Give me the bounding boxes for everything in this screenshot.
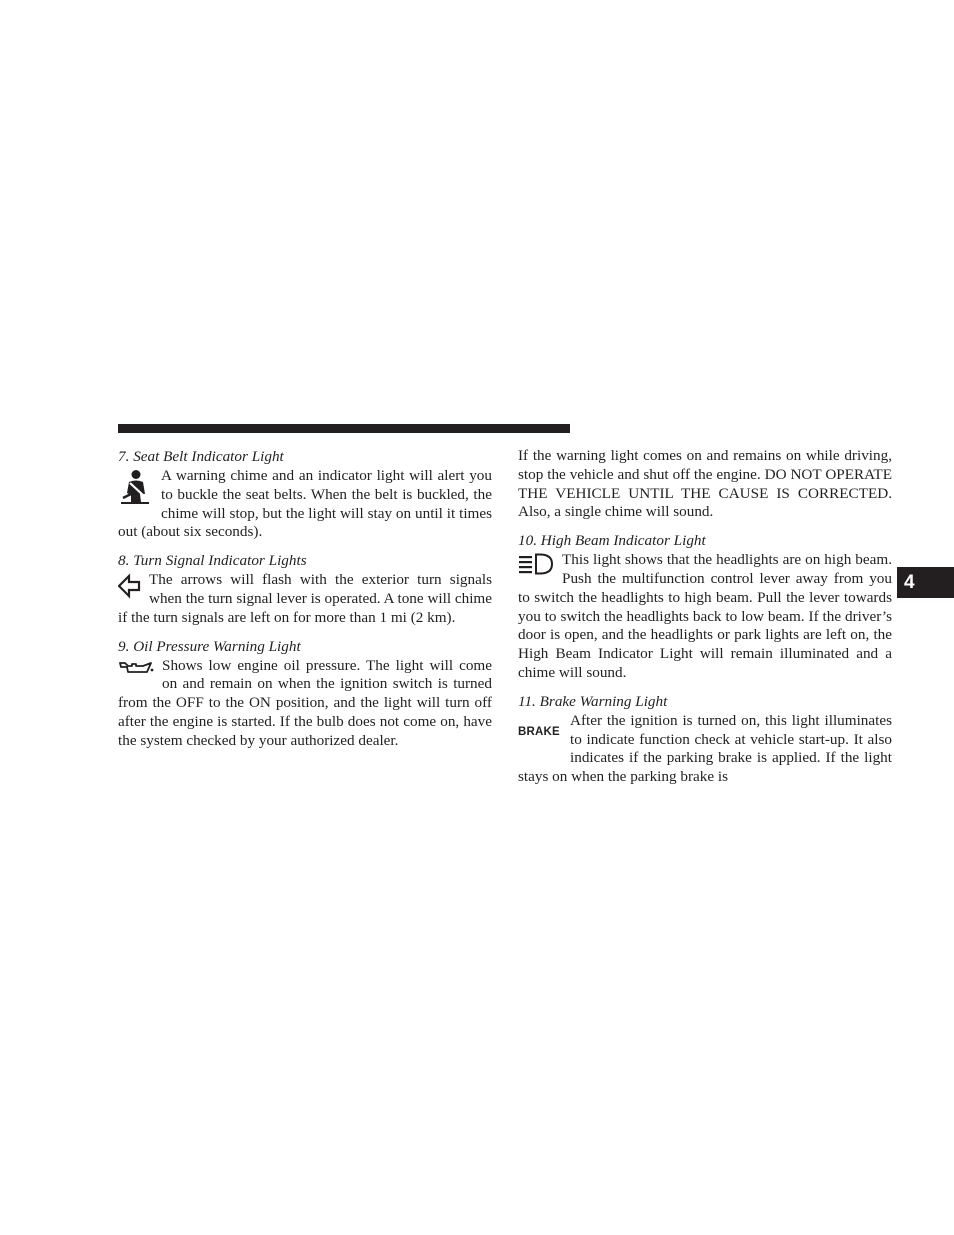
seat-belt-icon [118,469,153,505]
turn-signal-arrow-icon [118,572,141,602]
oil-pressure-continued: If the warning light comes on and remains on while driving, stop the vehicle and shut off the engine. DO NOT OPERATE THE VEHICLE UNTIL THE CAUSE IS CORRECTED. Also, a single chime will sound. [518,447,892,521]
turn-signal-section [118,551,492,627]
brake-icon-text: BRAKE [518,725,560,738]
high-beam-heading: 10. High Beam Indicator Light [518,532,706,550]
high-beam-icon [518,553,554,583]
left-column [118,447,492,760]
oil-pressure-section [118,637,492,751]
turn-signal-body: The arrows will flash with the exterior turn signals when the turn signal lever is operated. A tone will chime if the turn signals are left on for more than 1 mi (2 km). [118,571,492,626]
seat-belt-body: A warning chime and an indicator light will alert you to buckle the seat belts. When the belt is buckled, the chime will stop, but the light will stay on until it times out (about six seconds). [118,467,492,541]
brake-icon [518,712,560,760]
seat-belt-section [118,447,492,542]
turn-signal-heading: 8. Turn Signal Indicator Lights [118,552,307,570]
right-column [518,447,892,796]
brake-section [518,692,892,787]
seat-belt-heading: 7. Seat Belt Indicator Light [118,448,284,465]
high-beam-body: This light shows that the headlights are on high beam. Push the multifunction control lever away from you to switch the headlights to high beam. Pull the lever towards you to switch the headlights back to low beam. If the driver’s door is open, and the headlights or park lights are left on, the High Beam Indicator Light will remain illuminated and a chime will sound. [518,551,892,681]
high-beam-section [518,531,892,683]
oil-pressure-heading: 9. Oil Pressure Warning Light [118,637,301,655]
top-rule [118,424,570,433]
brake-body: After the ignition is turned on, this light illuminates to indicate function check at vehicle start-up. It also indicates if the parking brake is applied. If the light stays on when the parking brake is [518,711,892,786]
oil-can-icon [118,661,154,693]
chapter-tab: 4 [897,567,954,598]
oil-pressure-body: Shows low engine oil pressure. The light will come on and remain on when the ignition switch is turned from the OFF to the ON position, and the light will turn off after the engine is started. If the bulb does not come on, have the system checked by your authorized dealer. [118,656,492,749]
brake-heading: 11. Brake Warning Light [518,692,668,710]
